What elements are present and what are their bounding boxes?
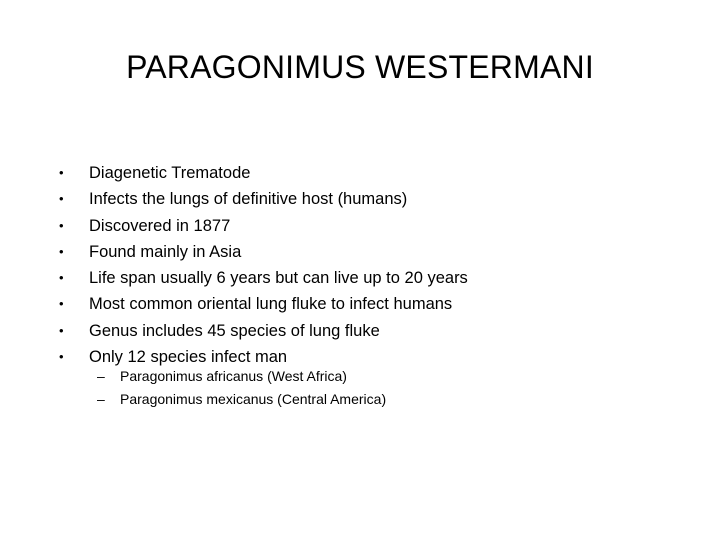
bullet-marker: •	[59, 270, 64, 286]
bullet-marker: •	[59, 191, 64, 207]
list-item	[0, 318, 720, 344]
bullet-text: Infects the lungs of definitive host (humans)	[89, 190, 408, 209]
bullet-text: Genus includes 45 species of lung fluke	[89, 321, 380, 340]
bullet-text: Diagenetic Trematode	[89, 164, 251, 182]
bullet-text: Discovered in 1877	[89, 216, 231, 235]
bullet-list	[0, 160, 720, 370]
bullet-marker: •	[59, 243, 64, 259]
bullet-marker: •	[59, 165, 64, 180]
sub-bullet-list	[0, 366, 720, 412]
list-item	[0, 291, 720, 317]
bullet-text: Found mainly in Asia	[89, 242, 242, 261]
bullet-marker: •	[59, 296, 64, 312]
bullet-text: Most common oriental lung fluke to infect humans	[89, 295, 453, 314]
bullet-text: Only 12 species infect man	[89, 348, 288, 367]
list-item	[0, 265, 720, 291]
bullet-text: Life span usually 6 years but can live up to 20 years	[89, 269, 468, 288]
sub-bullet-text: Paragonimus mexicanus (Central America)	[120, 391, 387, 407]
bullet-marker: •	[59, 349, 64, 365]
list-item	[0, 239, 720, 265]
list-item	[0, 160, 720, 186]
slide-title: PARAGONIMUS WESTERMANI	[126, 49, 594, 85]
list-item	[0, 213, 720, 239]
bullet-marker: •	[59, 217, 64, 233]
bullet-marker: •	[59, 322, 64, 338]
sub-bullet-marker: –	[97, 391, 105, 407]
sub-bullet-text: Paragonimus africanus (West Africa)	[120, 368, 347, 384]
sub-list-item	[0, 389, 720, 412]
sub-bullet-marker: –	[97, 368, 105, 384]
list-item	[0, 186, 720, 212]
sub-list-item	[0, 366, 720, 389]
